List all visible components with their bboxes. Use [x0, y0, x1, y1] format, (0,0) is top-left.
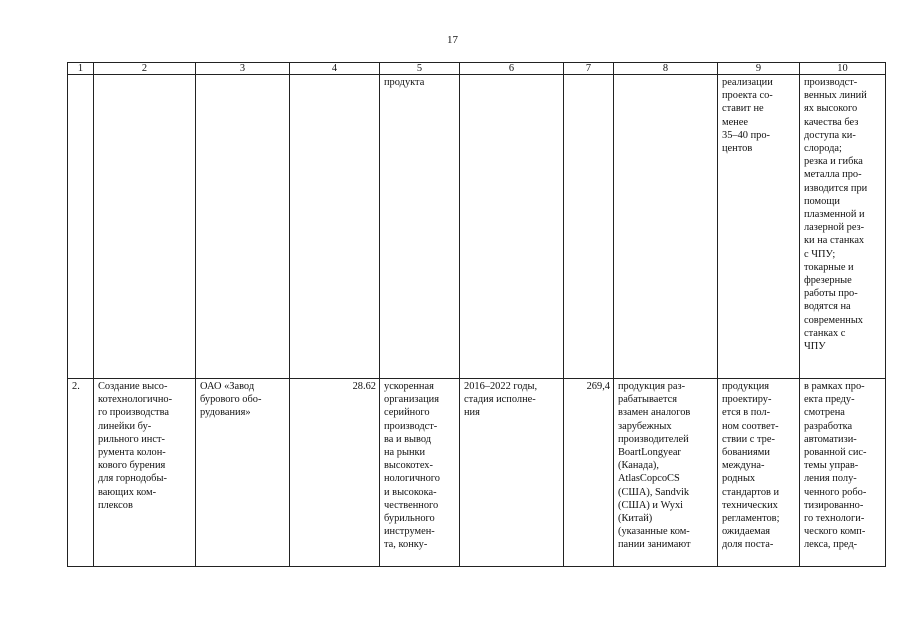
table-cell-standards: реализации проекта со- ставит не менее 35–40 про- центов	[718, 75, 800, 379]
column-header: 7	[564, 63, 614, 75]
table-cell-project-name: Создание высо- котехнологично- го производства линейки бу- рильного инст- румента колон- кового бурения для горнодобы- вающих ком- плексов	[94, 379, 196, 567]
table-cell-standards: продукция проектиру- ется в пол- ном соответ- ствии с тре- бованиями междуна- родных стандартов и технических регламентов; ожидаемая доля поста-	[718, 379, 800, 567]
page-number: 17	[447, 34, 458, 46]
column-header: 8	[614, 63, 718, 75]
document-table	[67, 62, 886, 567]
table-cell-technology: в рамках про- екта преду- смотрена разработка автоматизи- рованной сис- темы управ- ления полу- ченного робо- тизированно- го технологи- ческого комп- лекса, пред-	[800, 379, 886, 567]
table-cell-code: 28.62	[290, 379, 380, 567]
table-cell-amount: 269,4	[564, 379, 614, 567]
table-cell-number	[68, 75, 94, 379]
column-header: 1	[68, 63, 94, 75]
table-header-row	[68, 63, 886, 75]
table-row	[68, 379, 886, 567]
column-header: 5	[380, 63, 460, 75]
table-cell-technology: производст- венных линий ях высокого качества без доступа ки- слорода; резка и гибка металла про- изводится при помощи плазменной и лазерной рез- ки на станках с ЧПУ; токарные и фрезерные работы про- водятся на современных станках с ЧПУ	[800, 75, 886, 379]
table-cell-period: 2016–2022 годы, стадия исполне- ния	[460, 379, 564, 567]
table-cell-amount	[564, 75, 614, 379]
column-header: 2	[94, 63, 196, 75]
table-cell-organization: ОАО «Завод бурового обо- рудования»	[196, 379, 290, 567]
table-cell-number: 2.	[68, 379, 94, 567]
table-cell-organization	[196, 75, 290, 379]
table-cell-goal: продукта	[380, 75, 460, 379]
table-cell-project-name	[94, 75, 196, 379]
table-cell-period	[460, 75, 564, 379]
table-cell-code	[290, 75, 380, 379]
column-header: 9	[718, 63, 800, 75]
column-header: 4	[290, 63, 380, 75]
table-cell-analogs	[614, 75, 718, 379]
column-header: 10	[800, 63, 886, 75]
table-cell-goal: ускоренная организация серийного производст- ва и вывод на рынки высокотех- нологичного и высокока- чественного бурильного инструмен- та, конку-	[380, 379, 460, 567]
table-row	[68, 75, 886, 379]
column-header: 3	[196, 63, 290, 75]
table-cell-analogs: продукция раз- рабатывается взамен аналогов зарубежных производителей BoartLongyear (Канада), AtlasCopcoCS (США), Sandvik (США) и Wyxi (Китай) (указанные ком- пании занимают	[614, 379, 718, 567]
column-header: 6	[460, 63, 564, 75]
